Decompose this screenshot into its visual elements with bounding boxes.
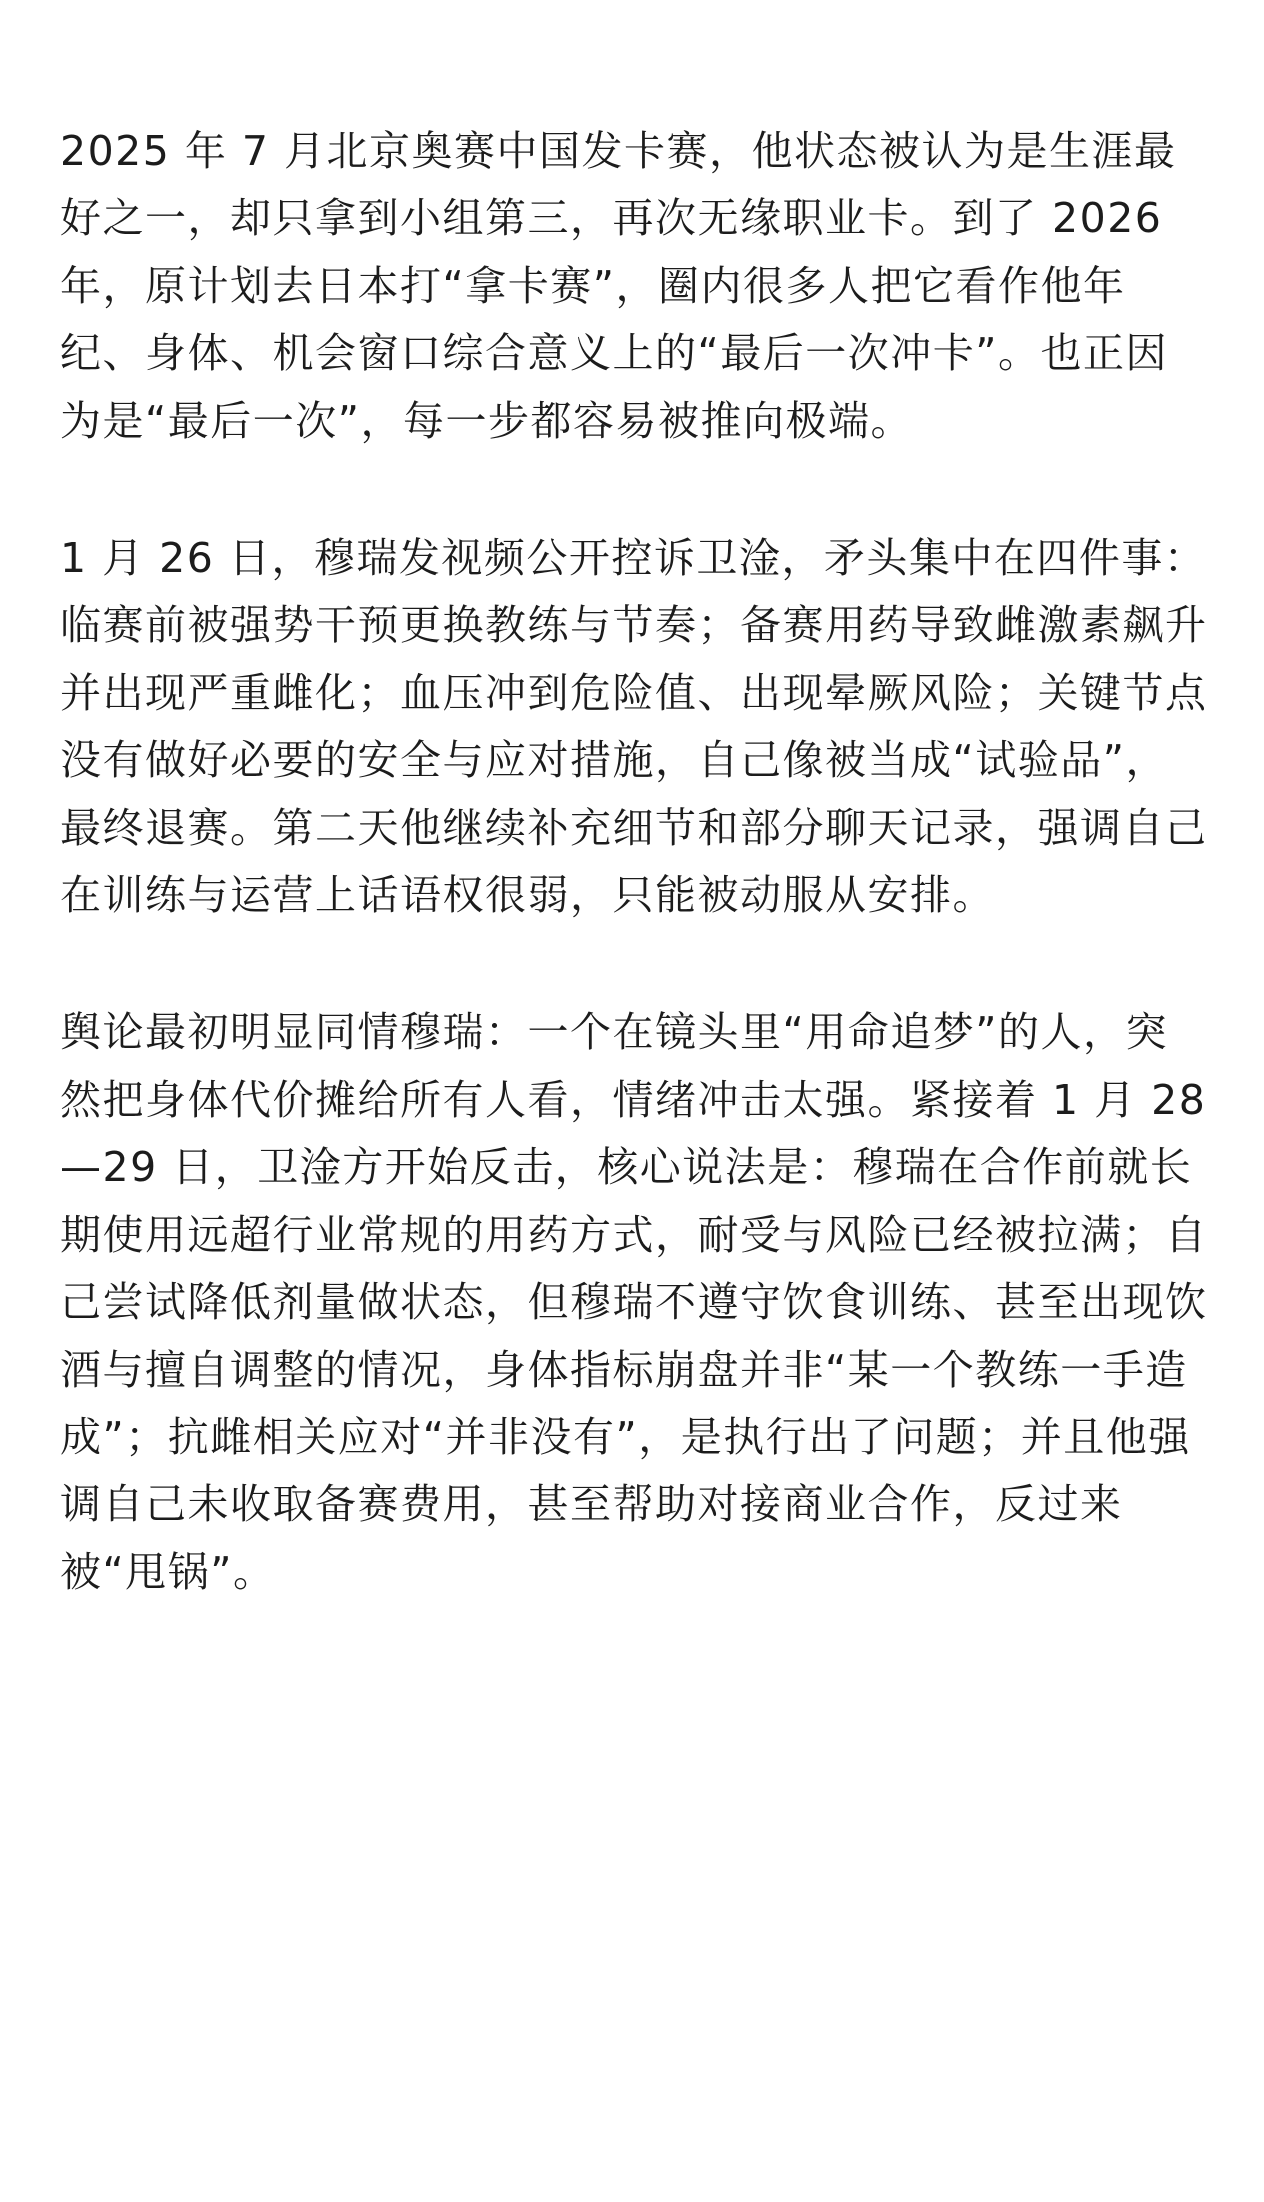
paragraph-3: 舆论最初明显同情穆瑞：一个在镜头里“用命追梦”的人，突然把身体代价摊给所有人看，情绪冲击太强。紧接着 1 月 28—29 日，卫淦方开始反击，核心说法是：穆瑞在合作前就长期使用远超行业常规的用药方式，耐受与风险已经被拉满；自己尝试降低剂量做状态，但穆瑞不遵守饮食训练、甚至出现饮酒与擅自调整的情况，身体指标崩盘并非“某一个教练一手造成”；抗雌相关应对“并非没有”，是执行出了问题；并且他强调自己未收取备赛费用，甚至帮助对接商业合作，反过来被“甩锅”。 xyxy=(60,1008,1208,1596)
paragraph-2: 1 月 26 日，穆瑞发视频公开控诉卫淦，矛头集中在四件事：临赛前被强势干预更换教练与节奏；备赛用药导致雌激素飙升并出现严重雌化；血压冲到危险值、出现晕厥风险；关键节点没有做好必要的安全与应对措施，自己像被当成“试验品”，最终退赛。第二天他继续补充细节和部分聊天记录，强调自己在训练与运营上话语权很弱，只能被动服从安排。 xyxy=(60,534,1208,920)
paragraph-1: 2025 年 7 月北京奥赛中国发卡赛，他状态被认为是生涯最好之一，却只拿到小组第三，再次无缘职业卡。到了 2026 年，原计划去日本打“拿卡赛”，圈内很多人把它看作他年纪、身体、机会窗口综合意义上的“最后一次冲卡”。也正因为是“最后一次”，每一步都容易被推向极端。 xyxy=(60,127,1177,445)
article-body xyxy=(60,118,1210,1606)
